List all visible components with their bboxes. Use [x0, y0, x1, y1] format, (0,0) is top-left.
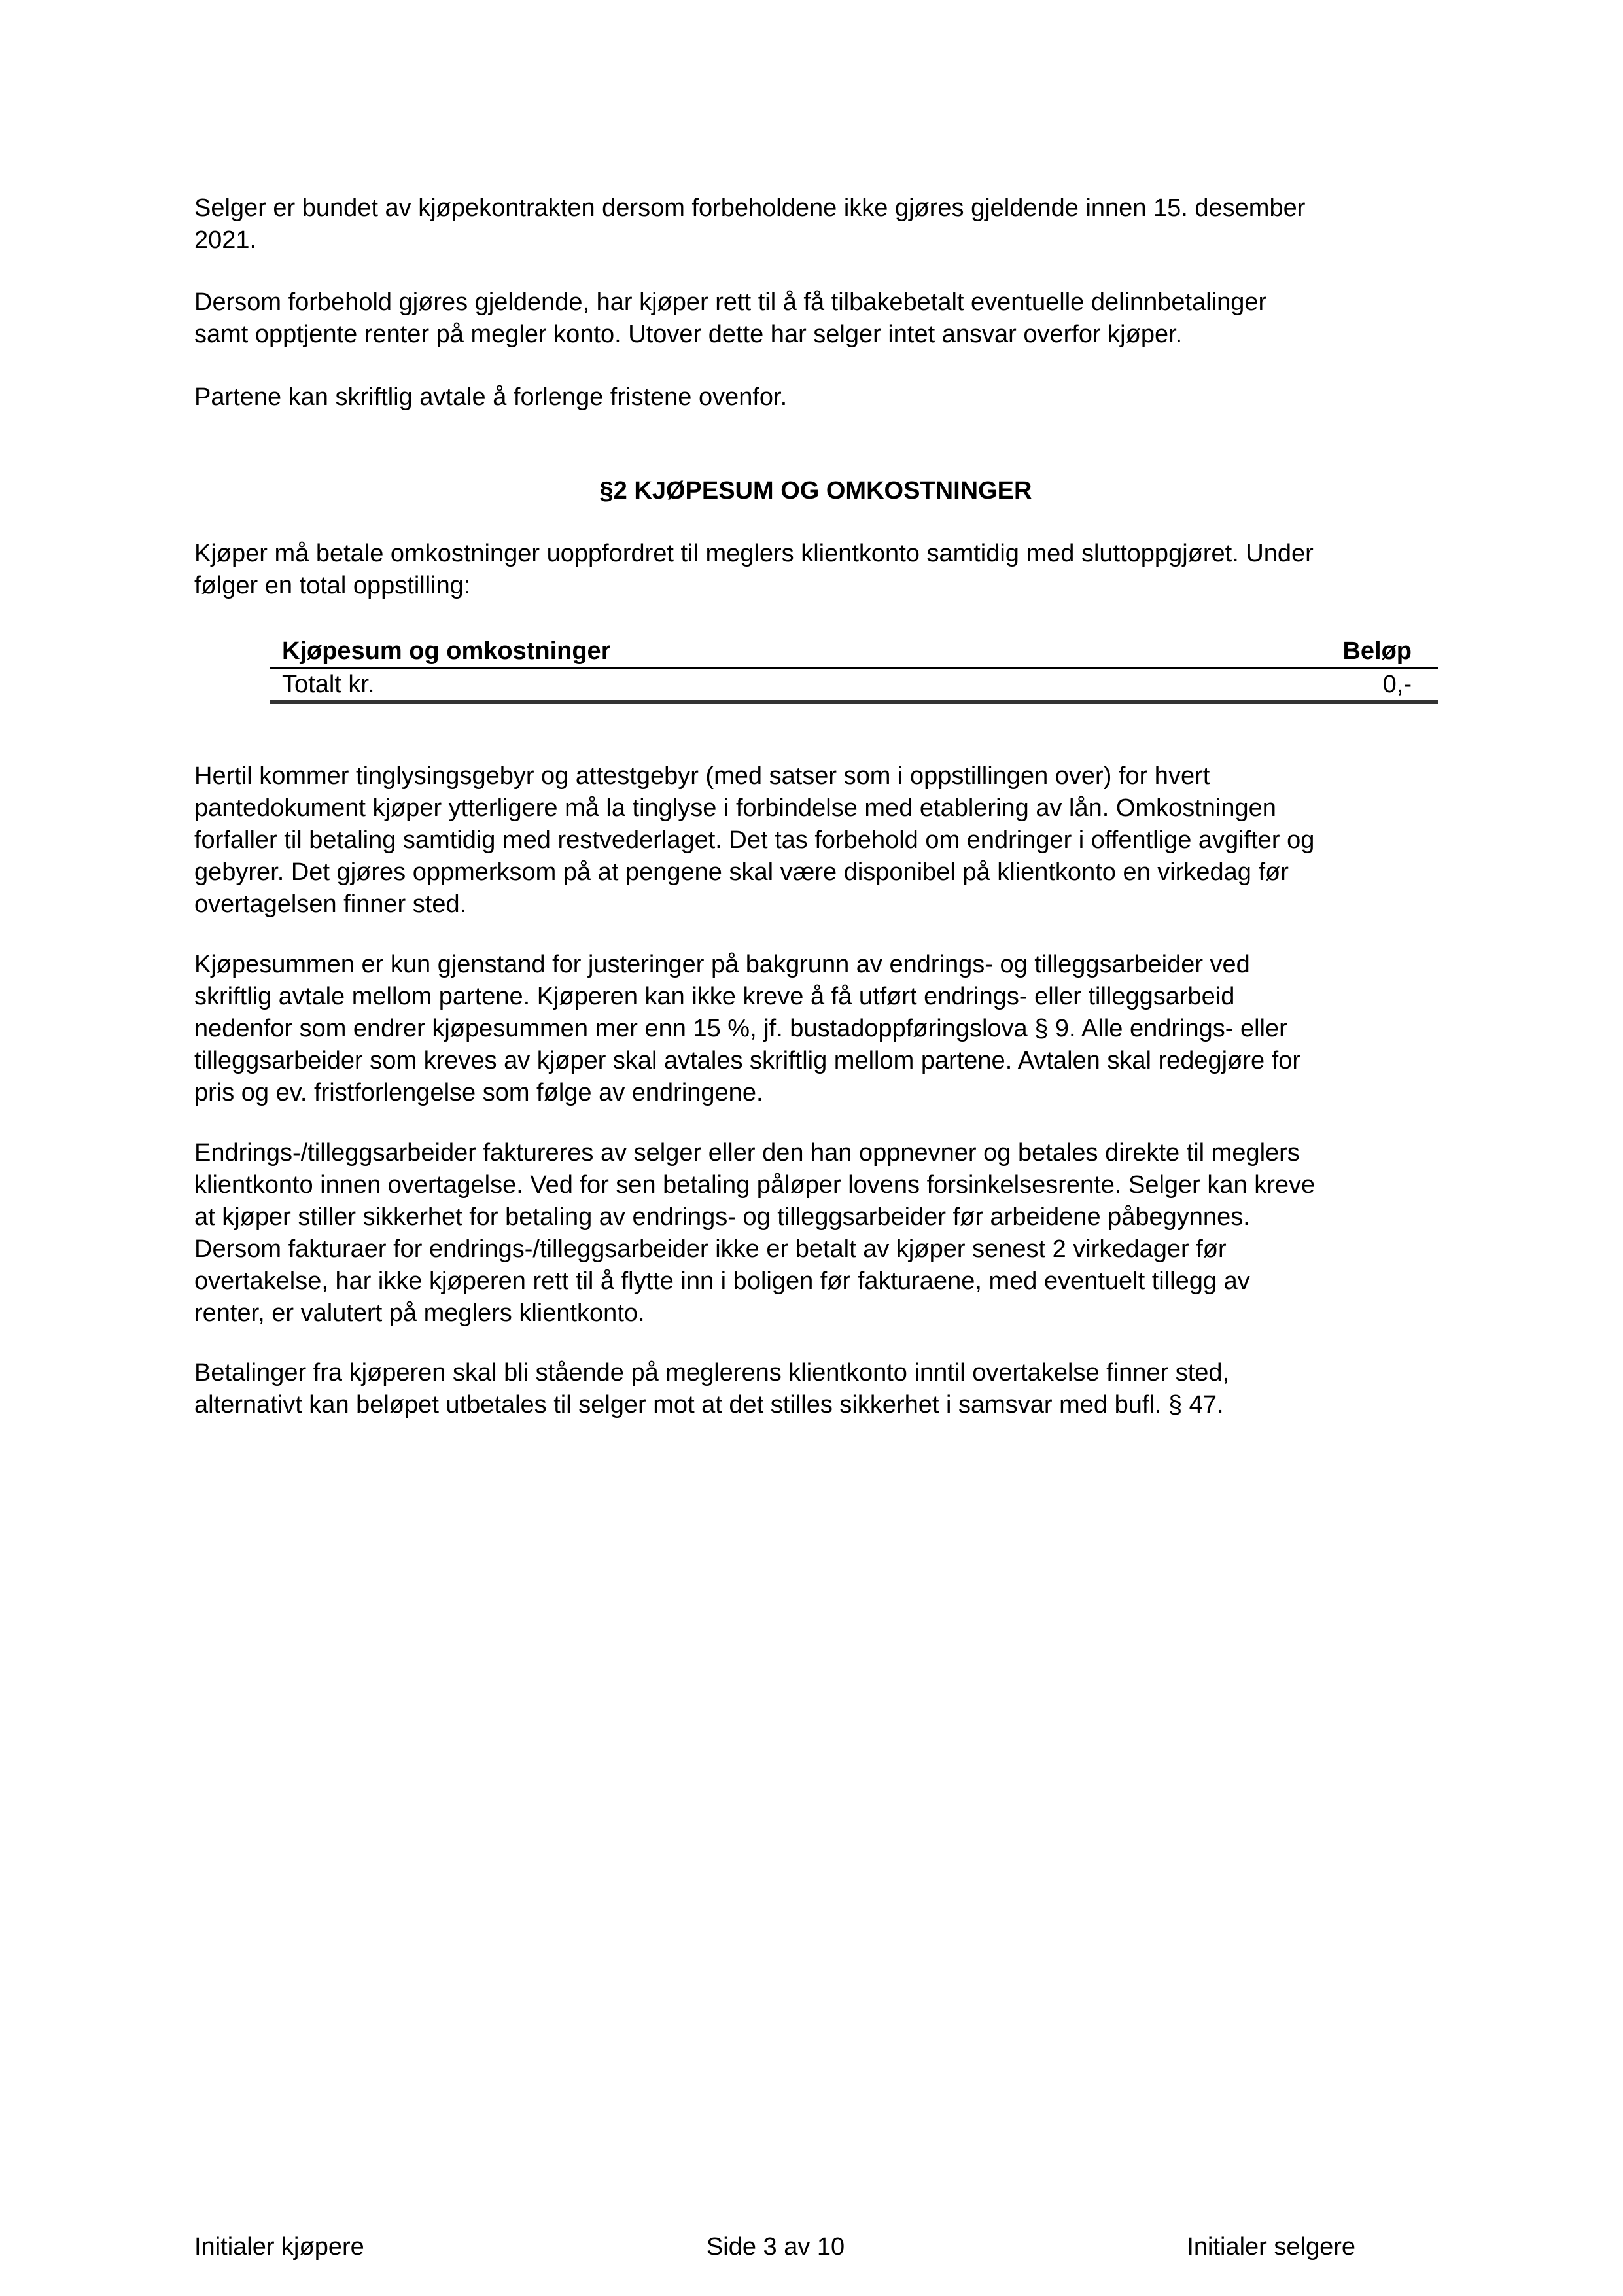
cost-table-header [270, 635, 1438, 669]
paragraph-refund: Dersom forbehold gjøres gjeldende, har kjøper rett til å få tilbakebetalt eventuelle delinnbetalinger samt opptjente renter på megler konto. Utover dette har selger intet ansvar overfor kjøper. [194, 289, 1267, 348]
footer-buyer-initials: Initialer kjøpere [194, 2233, 364, 2261]
cost-table [270, 635, 1438, 704]
paragraph-costs-intro: Kjøper må betale omkostninger uoppfordret til meglers klientkonto samtidig med sluttoppgjøret. Under følger en total oppstilling: [194, 540, 1314, 599]
section-heading: §2 KJØPESUM OG OMKOSTNINGER [599, 477, 1032, 504]
paragraph-extend-deadlines: Partene kan skriftlig avtale å forlenge fristene ovenfor. [194, 383, 788, 411]
cost-table-total-row [270, 669, 1438, 704]
paragraph-payments-escrow: Betalinger fra kjøperen skal bli stående på meglerens klientkonto inntil overtakelse finner sted, alternativt kan beløpet utbetales til selger mot at det stilles sikkerhet i samsvar med bufl. § 47. [194, 1359, 1230, 1419]
footer-page-number: Side 3 av 10 [706, 2233, 845, 2261]
paragraph-registration-fees: Hertil kommer tinglysingsgebyr og attestgebyr (med satser som i oppstillingen over) for hvert pantedokument kjøper ytterligere må la tinglyse i forbindelse med etablering av lån. Omkostningen forfaller til betaling samtidig med restvederlaget. Det tas forbehold om endringer i offentlige avgifter og gebyrer. Det gjøres oppmerksom på at pengene skal være disponibel på klientkonto en virkedag før overtagelsen finner sted. [194, 762, 1315, 918]
paragraph-change-orders: Endrings-/tilleggsarbeider faktureres av selger eller den han oppnevner og betales direkte til meglers klientkonto innen overtagelse. Ved for sen betaling påløper lovens forsinkelsesrente. Selger kan kreve at kjøper stiller sikkerhet for betaling av endrings- og tilleggsarbeider før arbeidene påbegynnes. Dersom fakturaer for endrings-/tilleggsarbeider ikke er betalt av kjøper senest 2 virkedager før overtakelse, har ikke kjøperen rett til å flytte inn i boligen før fakturaene, med eventuelt tillegg av renter, er valutert på meglers klientkonto. [194, 1139, 1316, 1327]
cost-table-header-amount: Beløp [1342, 637, 1412, 665]
page-footer [194, 2231, 1355, 2263]
cost-table-total-amount: 0,- [1382, 671, 1412, 698]
cost-table-total-label: Totalt kr. [282, 671, 375, 698]
paragraph-price-adjustments: Kjøpesummen er kun gjenstand for justeringer på bakgrunn av endrings- og tilleggsarbeider ved skriftlig avtale mellom partene. Kjøperen kan ikke kreve å få utført endrings- eller tilleggsarbeid nedenfor som endrer kjøpesummen mer enn 15 %, jf. bustadoppføringslova § 9. Alle endrings- eller tilleggsarbeider som kreves av kjøper skal avtales skriftlig mellom partene. Avtalen skal redegjøre for pris og ev. fristforlengelse som følge av endringene. [194, 951, 1300, 1106]
cost-table-header-label: Kjøpesum og omkostninger [282, 637, 611, 665]
paragraph-reservation-deadline: Selger er bundet av kjøpekontrakten dersom forbeholdene ikke gjøres gjeldende innen 15. desember 2021. [194, 194, 1306, 254]
footer-seller-initials: Initialer selgere [1187, 2233, 1355, 2261]
